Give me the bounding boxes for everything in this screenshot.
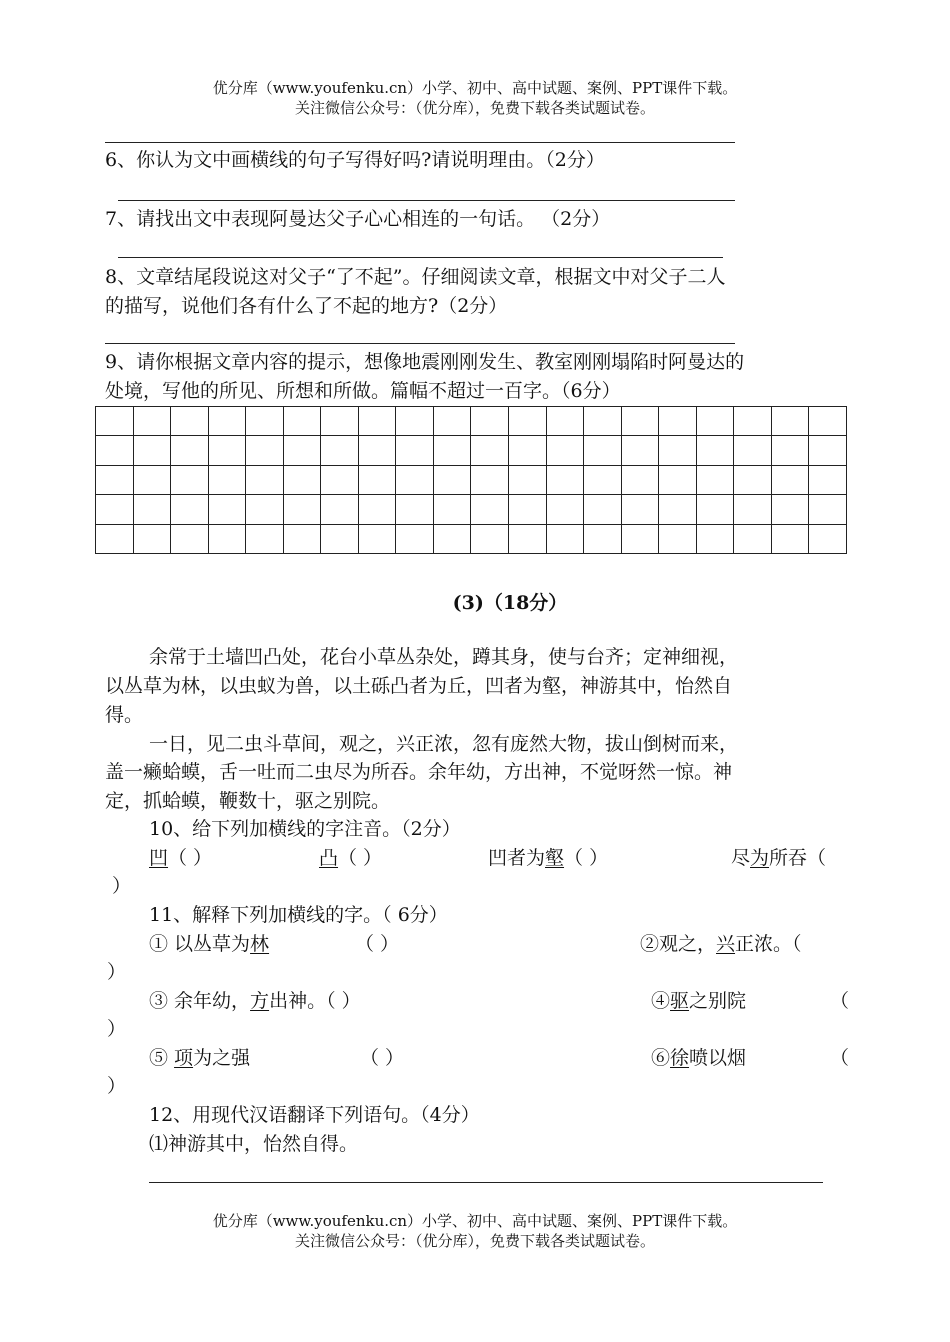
grid-cell [734, 524, 772, 553]
grid-cell [546, 407, 584, 436]
grid-cell [133, 495, 171, 524]
header-line-1: 优分库（www.youfenku.cn）小学、初中、高中试题、案例、PPT课件下载。 [212, 79, 738, 97]
grid-cell [621, 524, 659, 553]
grid-row [96, 436, 847, 465]
answer-line [105, 343, 735, 344]
q11-item-5: ⑤ 项为之强 [149, 1047, 251, 1069]
grid-cell [771, 407, 809, 436]
footer-line-2: 关注微信公众号：（优分库），免费下载各类试题试卷。 [294, 1232, 655, 1250]
grid-cell [734, 465, 772, 494]
grid-cell [171, 495, 209, 524]
grid-row [96, 524, 847, 553]
q10-item-2: 凸（ ） [319, 847, 383, 869]
q11-item-6: ⑥徐喷以烟 [651, 1047, 747, 1069]
grid-cell [734, 436, 772, 465]
q12-item-1: ⑴神游其中，怡然自得。 [149, 1133, 359, 1155]
grid-cell [208, 495, 246, 524]
grid-cell [96, 495, 134, 524]
grid-cell [809, 495, 847, 524]
grid-cell [621, 495, 659, 524]
grid-cell [358, 407, 396, 436]
grid-cell [509, 495, 547, 524]
question-7: 7、请找出文中表现阿曼达父子心心相连的一句话。 （2分） [105, 208, 611, 230]
grid-row [96, 465, 847, 494]
question-9-line-2: 处境，写他的所见、所想和所做。篇幅不超过一百字。（6分） [105, 380, 621, 402]
grid-cell [433, 495, 471, 524]
grid-cell [584, 524, 622, 553]
grid-cell [771, 495, 809, 524]
grid-cell [208, 436, 246, 465]
passage-p1-line-3: 得。 [105, 704, 144, 726]
grid-cell [809, 524, 847, 553]
grid-cell [283, 436, 321, 465]
question-8-line-1: 8、文章结尾段说这对父子“了不起”。仔细阅读文章，根据文中对父子二人 [105, 266, 726, 288]
grid-cell [659, 495, 697, 524]
grid-cell [771, 524, 809, 553]
q11-item-2: ②观之，兴正浓。（ [640, 933, 802, 955]
grid-cell [396, 436, 434, 465]
grid-cell [809, 436, 847, 465]
grid-cell [659, 436, 697, 465]
passage-p1-line-2: 以丛草为林，以虫蚁为兽，以土砾凸者为丘，凹者为壑，神游其中，怡然自 [105, 675, 733, 697]
grid-cell [246, 465, 284, 494]
answer-line [118, 257, 723, 258]
grid-cell [509, 407, 547, 436]
question-12-title: 12、用现代汉语翻译下列语句。（4分） [149, 1104, 480, 1126]
q10-item-3: 凹者为壑（ ） [488, 847, 609, 869]
grid-cell [584, 465, 622, 494]
grid-cell [133, 407, 171, 436]
grid-cell [621, 407, 659, 436]
grid-cell [321, 524, 359, 553]
grid-cell [396, 465, 434, 494]
q11-open-paren: （ [830, 1047, 850, 1069]
grid-cell [133, 465, 171, 494]
grid-cell [283, 407, 321, 436]
grid-cell [321, 495, 359, 524]
grid-cell [433, 524, 471, 553]
grid-cell [396, 495, 434, 524]
grid-cell [321, 465, 359, 494]
grid-cell [471, 524, 509, 553]
grid-cell [283, 495, 321, 524]
grid-cell [96, 524, 134, 553]
grid-cell [321, 407, 359, 436]
q10-item-1: 凹（ ） [149, 847, 213, 869]
grid-cell [171, 407, 209, 436]
grid-cell [659, 407, 697, 436]
grid-cell [584, 495, 622, 524]
footer-line-1: 优分库（www.youfenku.cn）小学、初中、高中试题、案例、PPT课件下载。 [212, 1212, 738, 1230]
grid-cell [358, 524, 396, 553]
grid-cell [546, 524, 584, 553]
grid-cell [133, 524, 171, 553]
grid-row [96, 495, 847, 524]
grid-cell [809, 465, 847, 494]
grid-cell [358, 436, 396, 465]
grid-cell [246, 407, 284, 436]
passage-p1-line-1: 余常于土墙凹凸处，花台小草丛杂处，蹲其身，使与台齐；定神细视， [149, 646, 739, 668]
grid-cell [283, 524, 321, 553]
grid-cell [433, 436, 471, 465]
grid-row [96, 407, 847, 436]
passage-p2-line-2: 盖一癞蛤蟆，舌一吐而二虫尽为所吞。余年幼，方出神，不觉呀然一惊。神 [105, 761, 733, 783]
grid-cell [396, 524, 434, 553]
q11-item-3: ③ 余年幼，方出神。（ ） [149, 990, 361, 1012]
grid-cell [171, 436, 209, 465]
question-11-title: 11、解释下列加横线的字。（ 6分） [149, 904, 448, 926]
grid-cell [771, 465, 809, 494]
answer-line [118, 200, 735, 201]
grid-cell [659, 524, 697, 553]
grid-cell [584, 407, 622, 436]
passage-p2-line-1: 一日，见二虫斗草间，观之，兴正浓，忽有庞然大物，拔山倒树而来， [149, 733, 739, 755]
grid-cell [321, 436, 359, 465]
grid-cell [734, 495, 772, 524]
grid-cell [358, 465, 396, 494]
grid-cell [696, 524, 734, 553]
q10-wrap-paren: ） [112, 875, 132, 897]
grid-cell [509, 436, 547, 465]
grid-cell [171, 465, 209, 494]
grid-cell [246, 436, 284, 465]
grid-cell [621, 465, 659, 494]
grid-cell [509, 524, 547, 553]
grid-cell [246, 524, 284, 553]
answer-line [105, 142, 735, 143]
passage-p2-line-3: 定，抓蛤蟆，鞭数十，驱之别院。 [105, 790, 391, 812]
grid-cell [696, 465, 734, 494]
grid-cell [471, 465, 509, 494]
grid-cell [433, 465, 471, 494]
grid-cell [471, 407, 509, 436]
grid-cell [358, 495, 396, 524]
grid-cell [696, 407, 734, 436]
q11-item-5-paren: （ ） [360, 1047, 405, 1069]
q11-item-4: ④驱之别院 [651, 990, 747, 1012]
grid-cell [96, 436, 134, 465]
grid-cell [546, 465, 584, 494]
grid-cell [621, 436, 659, 465]
grid-cell [96, 465, 134, 494]
grid-cell [696, 495, 734, 524]
grid-cell [133, 436, 171, 465]
grid-cell [283, 465, 321, 494]
question-10-title: 10、给下列加横线的字注音。（2分） [149, 818, 461, 840]
grid-cell [246, 495, 284, 524]
section-3-title: (3)（18分） [452, 592, 568, 614]
grid-cell [546, 436, 584, 465]
header-line-2: 关注微信公众号：（优分库），免费下载各类试题试卷。 [294, 99, 655, 117]
q11-wrap-paren: ） [107, 1018, 127, 1040]
grid-cell [734, 407, 772, 436]
question-6: 6、你认为文中画横线的句子写得好吗?请说明理由。（2分） [105, 149, 605, 171]
grid-cell [584, 436, 622, 465]
grid-cell [208, 465, 246, 494]
grid-cell [659, 465, 697, 494]
q11-wrap-paren: ） [107, 961, 127, 983]
answer-line [149, 1182, 823, 1183]
writing-grid [95, 406, 847, 554]
grid-cell [809, 407, 847, 436]
grid-cell [696, 436, 734, 465]
q11-item-1-paren: （ ） [355, 933, 400, 955]
grid-cell [208, 524, 246, 553]
grid-cell [433, 407, 471, 436]
grid-cell [509, 465, 547, 494]
question-8-line-2: 的描写，说他们各有什么了不起的地方?（2分） [105, 295, 508, 317]
q11-open-paren: （ [830, 990, 850, 1012]
grid-cell [208, 407, 246, 436]
grid-cell [546, 495, 584, 524]
q11-wrap-paren: ） [107, 1075, 127, 1097]
grid-cell [171, 524, 209, 553]
grid-cell [396, 407, 434, 436]
q10-item-4: 尽为所吞（ [731, 847, 827, 869]
grid-cell [771, 436, 809, 465]
q11-item-1: ① 以丛草为林 [149, 933, 270, 955]
grid-cell [471, 495, 509, 524]
question-9-line-1: 9、请你根据文章内容的提示，想像地震刚刚发生、教室刚刚塌陷时阿曼达的 [105, 351, 745, 373]
grid-cell [471, 436, 509, 465]
grid-cell [96, 407, 134, 436]
